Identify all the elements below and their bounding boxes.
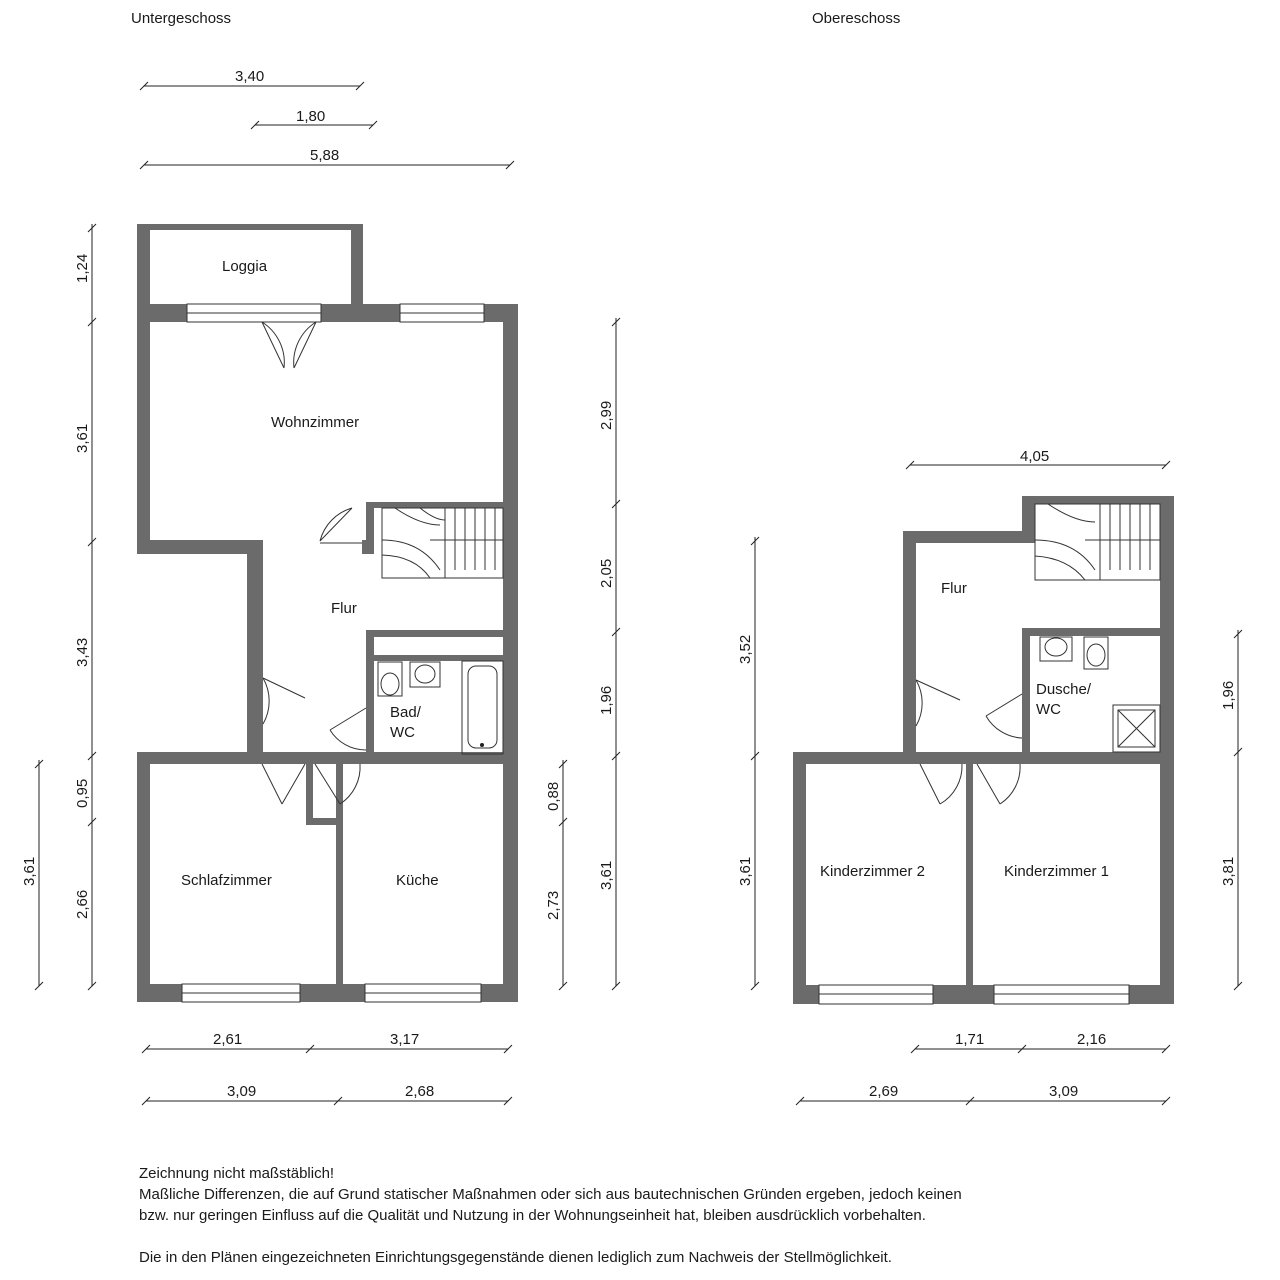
room-bad-line1: Bad/ [390,704,421,721]
ground-floor-title: Untergeschoss [131,10,232,27]
dim-ug-inner-2: 2,73 [545,890,562,920]
upper-floor-title: Obereschoss [812,10,901,27]
note-spacer [139,1226,1139,1247]
ground-floor-windows [182,304,484,1002]
dim-og-left-1: 3,52 [737,634,754,664]
room-dusche-line2: WC [1036,701,1061,718]
dim-ug-top-3: 5,88 [310,147,340,164]
ground-floor-doors [262,322,366,804]
dim-ug-right-3: 1,96 [598,685,615,715]
dim-og-bot-1a: 1,71 [955,1031,985,1048]
dim-ug-right-1: 2,99 [598,400,615,430]
room-loggia: Loggia [222,258,268,275]
dim-ug-top-1: 3,40 [235,68,265,85]
dim-og-top: 4,05 [1020,448,1050,465]
dim-ug-right-4: 3,61 [598,860,615,890]
dim-ug-bot-2b: 2,68 [405,1083,435,1100]
room-schlafzimmer: Schlafzimmer [181,872,272,889]
dim-ug-left-2: 3,61 [74,423,91,453]
room-kinderzimmer-1: Kinderzimmer 1 [1004,863,1110,880]
room-kueche: Küche [396,872,439,889]
dim-ug-bot-2a: 3,09 [227,1083,257,1100]
note-line-4: Die in den Plänen eingezeichneten Einrichtungsgegenstände dienen lediglich zum Nachweis der Stellmöglichkeit. [139,1249,892,1266]
dim-og-right-2: 3,81 [1220,856,1237,886]
dim-og-bot-2a: 2,69 [869,1083,899,1100]
room-kinderzimmer-2: Kinderzimmer 2 [820,863,926,880]
dim-ug-far-left: 3,61 [21,856,38,886]
room-wohnzimmer: Wohnzimmer [271,414,360,431]
dim-ug-inner-1: 0,88 [545,781,562,811]
room-flur-upper: Flur [941,580,967,597]
dim-ug-top-2: 1,80 [296,108,326,125]
note-line-3: bzw. nur geringen Einfluss auf die Qualität und Nutzung in der Wohnungseinheit hat, bleiben ausdrücklich vorbehalten. [139,1207,926,1224]
dim-ug-left-3: 3,43 [74,637,91,667]
dim-og-bot-2b: 3,09 [1049,1083,1079,1100]
room-dusche-line1: Dusche/ [1036,681,1092,698]
dim-ug-bot-1a: 2,61 [213,1031,243,1048]
room-bad-line2: WC [390,724,415,741]
dim-og-left-2: 3,61 [737,856,754,886]
dim-ug-left-1: 1,24 [74,253,91,283]
dim-og-right-1: 1,96 [1220,680,1237,710]
room-flur-ground: Flur [331,600,357,617]
dim-ug-bot-1b: 3,17 [390,1031,420,1048]
note-line-1: Zeichnung nicht maßstäblich! [139,1165,335,1182]
dim-ug-left-4: 0,95 [74,778,91,808]
ground-floor-dimension-lines [35,82,620,1105]
dim-ug-right-2: 2,05 [598,558,615,588]
dim-og-bot-1b: 2,16 [1077,1031,1107,1048]
upper-floor-walls [793,496,1174,1004]
dim-ug-left-5: 2,66 [74,889,91,919]
note-line-2: Maßliche Differenzen, die auf Grund statischer Maßnahmen oder sich aus bautechnischen Gründen ergeben, jedoch keinen [139,1186,962,1203]
disclaimer-notes [139,1163,1139,1268]
ground-floor-stairs [382,508,503,578]
upper-floor-stairs [1035,504,1160,580]
